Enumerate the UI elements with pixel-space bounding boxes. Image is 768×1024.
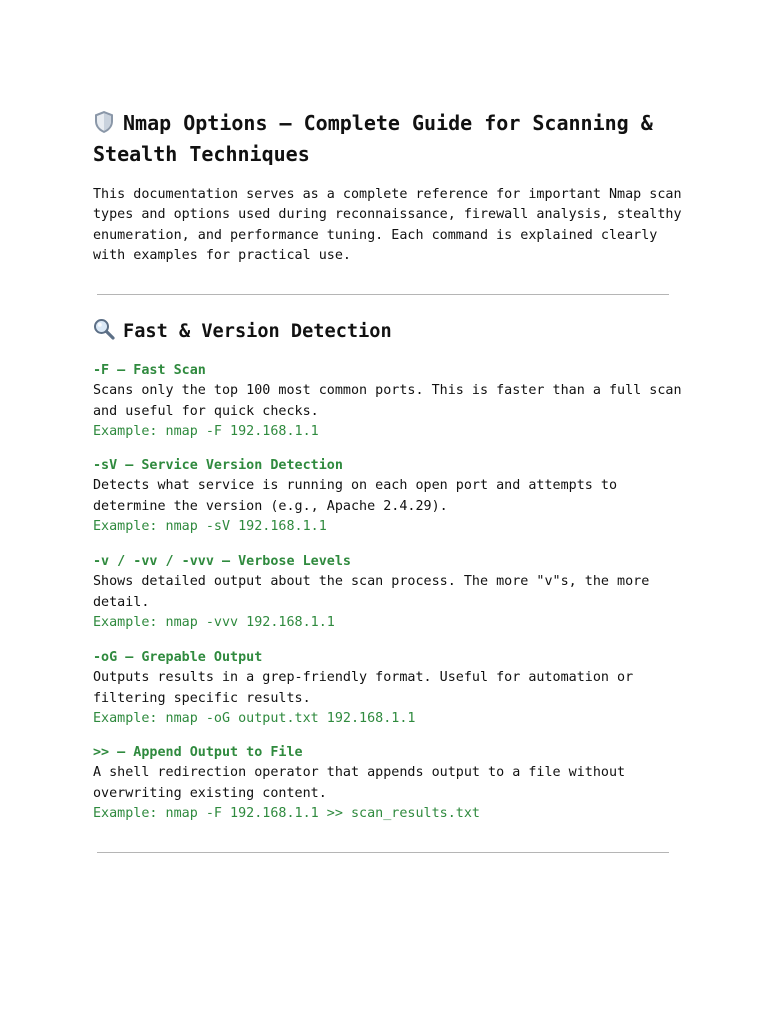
- section-title-text: Fast & Version Detection: [123, 321, 392, 342]
- magnifier-icon: [93, 318, 115, 340]
- page-title: [93, 108, 683, 170]
- option-example: Example: nmap -F 192.168.1.1: [93, 424, 319, 440]
- page-title-text: Nmap Options — Complete Guide for Scanning & Stealth Techniques: [93, 111, 653, 166]
- option-service-version: [93, 456, 683, 538]
- option-description: Outputs results in a grep-friendly format. Useful for automation or filtering specific results.: [93, 670, 634, 706]
- option-name: >> — Append Output to File: [93, 745, 303, 760]
- shield-icon: [93, 110, 115, 134]
- option-verbose-levels: [93, 552, 683, 634]
- divider-top: [97, 294, 669, 295]
- option-name: -F — Fast Scan: [93, 363, 206, 378]
- option-description: Detects what service is running on each open port and attempts to determine the version (e.g., Apache 2.4.29).: [93, 478, 618, 514]
- option-example: Example: nmap -F 192.168.1.1 >> scan_results.txt: [93, 806, 480, 822]
- option-description: A shell redirection operator that appends output to a file without overwriting existing content.: [93, 765, 626, 801]
- option-example: Example: nmap -oG output.txt 192.168.1.1: [93, 711, 416, 727]
- option-append-output: [93, 743, 683, 825]
- option-fast-scan: [93, 361, 683, 443]
- option-example: Example: nmap -sV 192.168.1.1: [93, 519, 327, 535]
- option-name: -v / -vv / -vvv — Verbose Levels: [93, 554, 351, 569]
- divider-bottom: [97, 852, 669, 853]
- section-title: [93, 318, 392, 346]
- option-grepable-output: [93, 648, 683, 730]
- option-name: -oG — Grepable Output: [93, 650, 263, 665]
- option-description: Scans only the top 100 most common ports. This is faster than a full scan and useful for quick checks.: [93, 383, 682, 419]
- option-description: Shows detailed output about the scan process. The more "v"s, the more detail.: [93, 574, 650, 610]
- option-name: -sV — Service Version Detection: [93, 458, 343, 473]
- intro-paragraph: This documentation serves as a complete reference for important Nmap scan types and options used during reconnaissance, firewall analysis, stealthy enumeration, and performance tuning. Each command is explained clearly with examples for practical use.: [93, 187, 682, 264]
- option-example: Example: nmap -vvv 192.168.1.1: [93, 615, 335, 631]
